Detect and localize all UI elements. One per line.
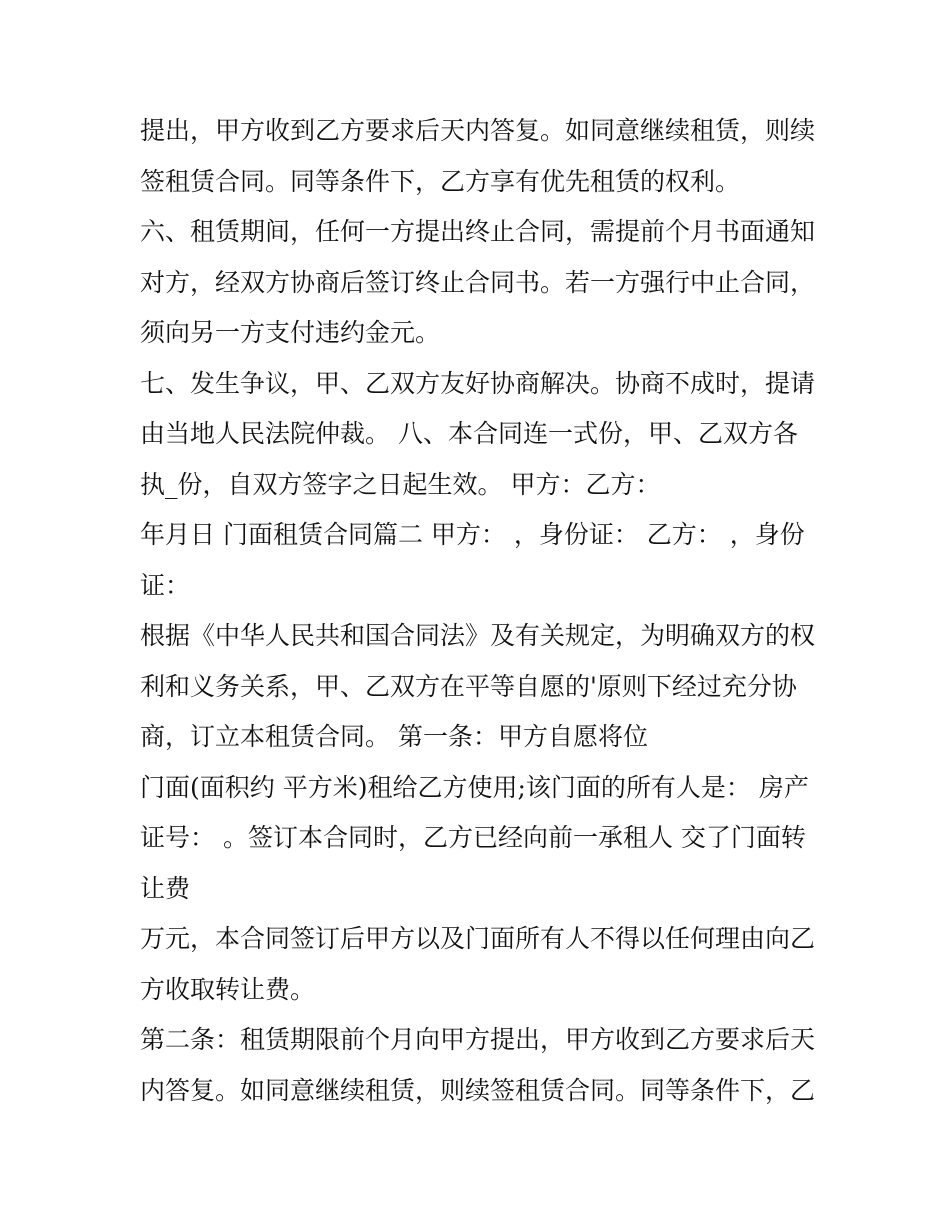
text-line: 万元，本合同签订后甲方以及门面所有人不得以任何理由向乙 [140,924,816,953]
text-line: 提出，甲方收到乙方要求后天内答复。如同意继续租赁，则续 [140,116,816,145]
text-line: 由当地人民法院仲裁。 八、本合同连一式份，甲、乙双方各 [140,419,798,448]
text-line: 证号： 。签订本合同时，乙方已经向前一承租人 交了门面转 [140,823,806,852]
text-line: 门面(面积约 平方米)租给乙方使用;该门面的所有人是： 房产 [140,772,809,802]
text-line: 利和义务关系，甲、乙双方在平等自愿的'原则下经过充分协 [140,671,797,701]
text-line: 六、租赁期间，任何一方提出终止合同，需提前个月书面通知 [140,217,816,246]
text-line: 须向另一方支付违约金元。 [140,318,441,347]
text-line: 年月日 门面租赁合同篇二 甲方： ，身份证： 乙方： ，身份 [140,520,805,549]
text-line: 根据《中华人民共和国合同法》及有关规定，为明确双方的权 [140,621,816,650]
text-line: 第二条：租赁期限前个月向甲方提出，甲方收到乙方要求后天 [140,1025,816,1054]
text-line: 签租赁合同。同等条件下，乙方享有优先租赁的权利。 [140,166,741,196]
text-line: 方收取转让费。 [140,974,316,1004]
text-line: 对方，经双方协商后签订终止合同书。若一方强行中止合同， [140,267,816,297]
text-line: 让费 [140,873,191,903]
text-line: 内答复。如同意继续租赁，则续签租赁合同。同等条件下，乙 [140,1075,816,1105]
text-line: 七、发生争议，甲、乙双方友好协商解决。协商不成时，提请 [140,368,816,398]
document-body [140,106,820,1116]
text-line: 证： [140,570,191,600]
text-line: 执_份，自双方签字之日起生效。 甲方：乙方： [140,469,661,499]
text-line: 商，订立本租赁合同。 第一条：甲方自愿将位 [140,722,648,751]
